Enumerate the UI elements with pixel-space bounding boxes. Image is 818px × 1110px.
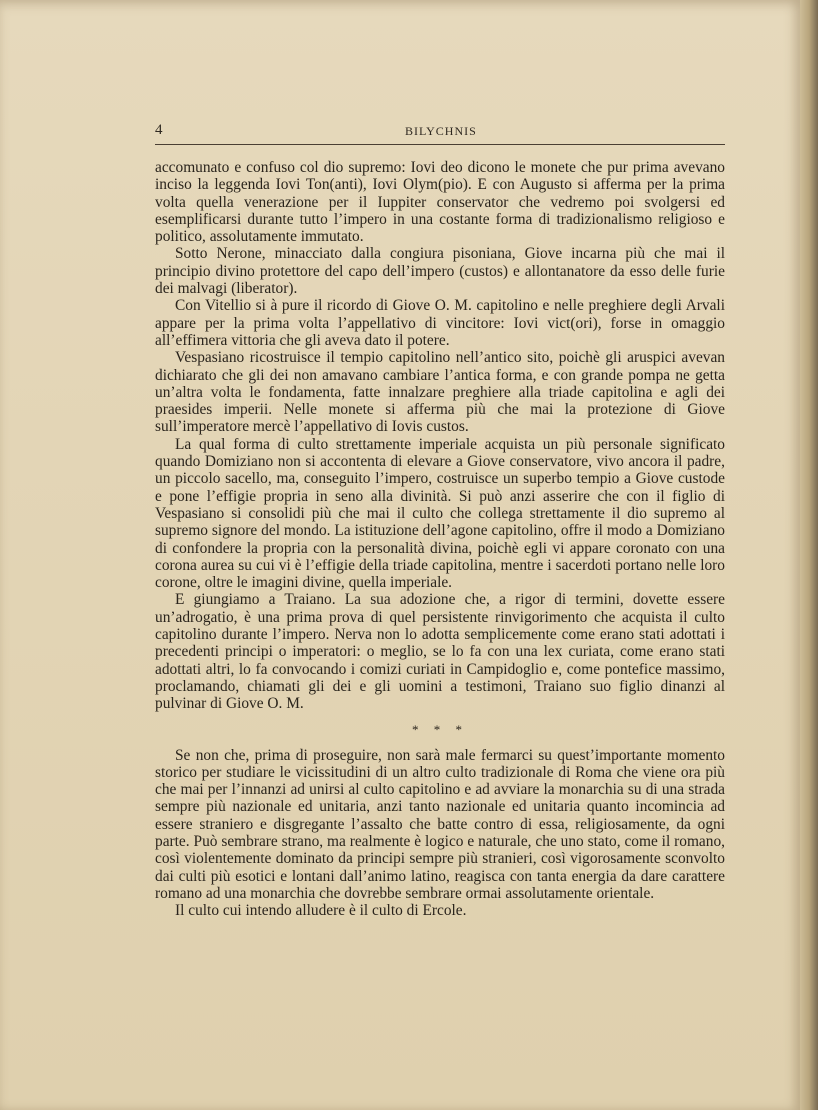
paragraph: accomunato e confuso col dio supremo: Iovi deo dicono le monete che pur prima avevano inciso la leggenda Iovi Ton(anti), Iovi Olym(pio). E con Augusto si afferma per la prima volta quella venerazione per il Iuppiter conservator che vedremo poi svolgersi ed esemplificarsi durante tutto l’impero in una costante forma di tradizionalismo religioso e politico, assolutamente immutato.	[155, 159, 725, 246]
paragraph: Con Vitellio si à pure il ricordo di Giove O. M. capitolino e nelle preghiere degli Arvali appare per la prima volta l’appellativo di vincitore: Iovi vict(ori), forse in omaggio all’effimera vittoria che gli aveva dato il potere.	[155, 297, 725, 349]
paragraph: E giungiamo a Traiano. La sua adozione che, a rigor di termini, dovette essere un’adrogatio, è una prima prova di quel persistente rinvigorimento che acquista il culto capitolino durante l’impero. Nerva non lo adotta semplicemente come erano stati adottati i precedenti principi o imperatori: o meglio, se lo fa con una lex curiata, come erano stati adottati altri, lo fa convocando i comizi curiati in Campidoglio e, come pontefice massimo, proclamando, chiamati gli dei e gli uomini a testimoni, Traiano suo figlio dinanzi al pulvinar di Giove O. M.	[155, 591, 725, 713]
running-head: BILYCHNIS	[405, 124, 477, 138]
paragraph: Il culto cui intendo alludere è il culto di Ercole.	[175, 902, 467, 920]
paragraph: Vespasiano ricostruisce il tempio capitolino nell’antico sito, poichè gli aruspici avevan dichiarato che gli dei non amavano cambiare l’antica forma, e con grande pompa ne getta un’altra volta le fondamenta, fatte innalzare preghiere alla triade capitolina e agli dei praesides imperii. Nelle monete si afferma più che mai la protezione di Giove sull’imperatore mercè l’appellativo di Iovis custos.	[155, 349, 725, 436]
body-text	[155, 159, 725, 919]
page-header	[155, 120, 725, 145]
page-edge	[800, 0, 818, 1110]
paragraph: La qual forma di culto strettamente imperiale acquista un più personale significato quando Domiziano non si accontenta di elevare a Giove conservatore, vivo ancora il padre, un piccolo sacello, ma, conseguito l’impero, costruisce un superbo tempio a Giove custode e pone l’effigie propria in seno alla divinità. Si può anzi asserire che con il figlio di Vespasiano si consolidi più che mai il culto che collega strettamente il dio supremo al supremo signore del mondo. La istituzione dell’agone capitolino, offre il modo a Domiziano di confondere la propria con la personalità divina, poichè egli vi appare coronato con una corona aurea su cui vi è l’effigie della triade capitolina, mentre i sacerdoti portano nelle loro corone, oltre le imagini divine, quella imperiale.	[155, 435, 725, 592]
page-number: 4	[155, 122, 163, 138]
paragraph: Sotto Nerone, minacciato dalla congiura pisoniana, Giove incarna più che mai il principio divino protettore del capo dell’impero (custos) e allontanatore da esso delle furie dei malvagi (liberator).	[155, 245, 725, 298]
paragraph: Se non che, prima di proseguire, non sarà male fermarci su quest’importante momento storico per studiare le vicissitudini di un altro culto tradizionale di Roma che viene ora più che mai per l’innanzi ad unirsi al culto capitolino e ad avviare la monarchia su di una strada sempre più nazionale ed unitaria, anzi tanto nazionale ed unitaria quanto incomincia ad essere straniero e disgregante l’assalto che batte contro di essa, religiosamente, da ogni parte. Può sembrare strano, ma realmente è logico e naturale, che uno stato, come il romano, così violentemente dominato da principi sempre più stranieri, così vigorosamente sconvolto dai culti più esotici e lontani dall’animo latino, reagisca con tanta energia da dare carattere romano ad una monarchia che dovrebbe sembrare ormai assolutamente orientale.	[155, 746, 725, 902]
section-divider: * * *	[412, 721, 468, 737]
